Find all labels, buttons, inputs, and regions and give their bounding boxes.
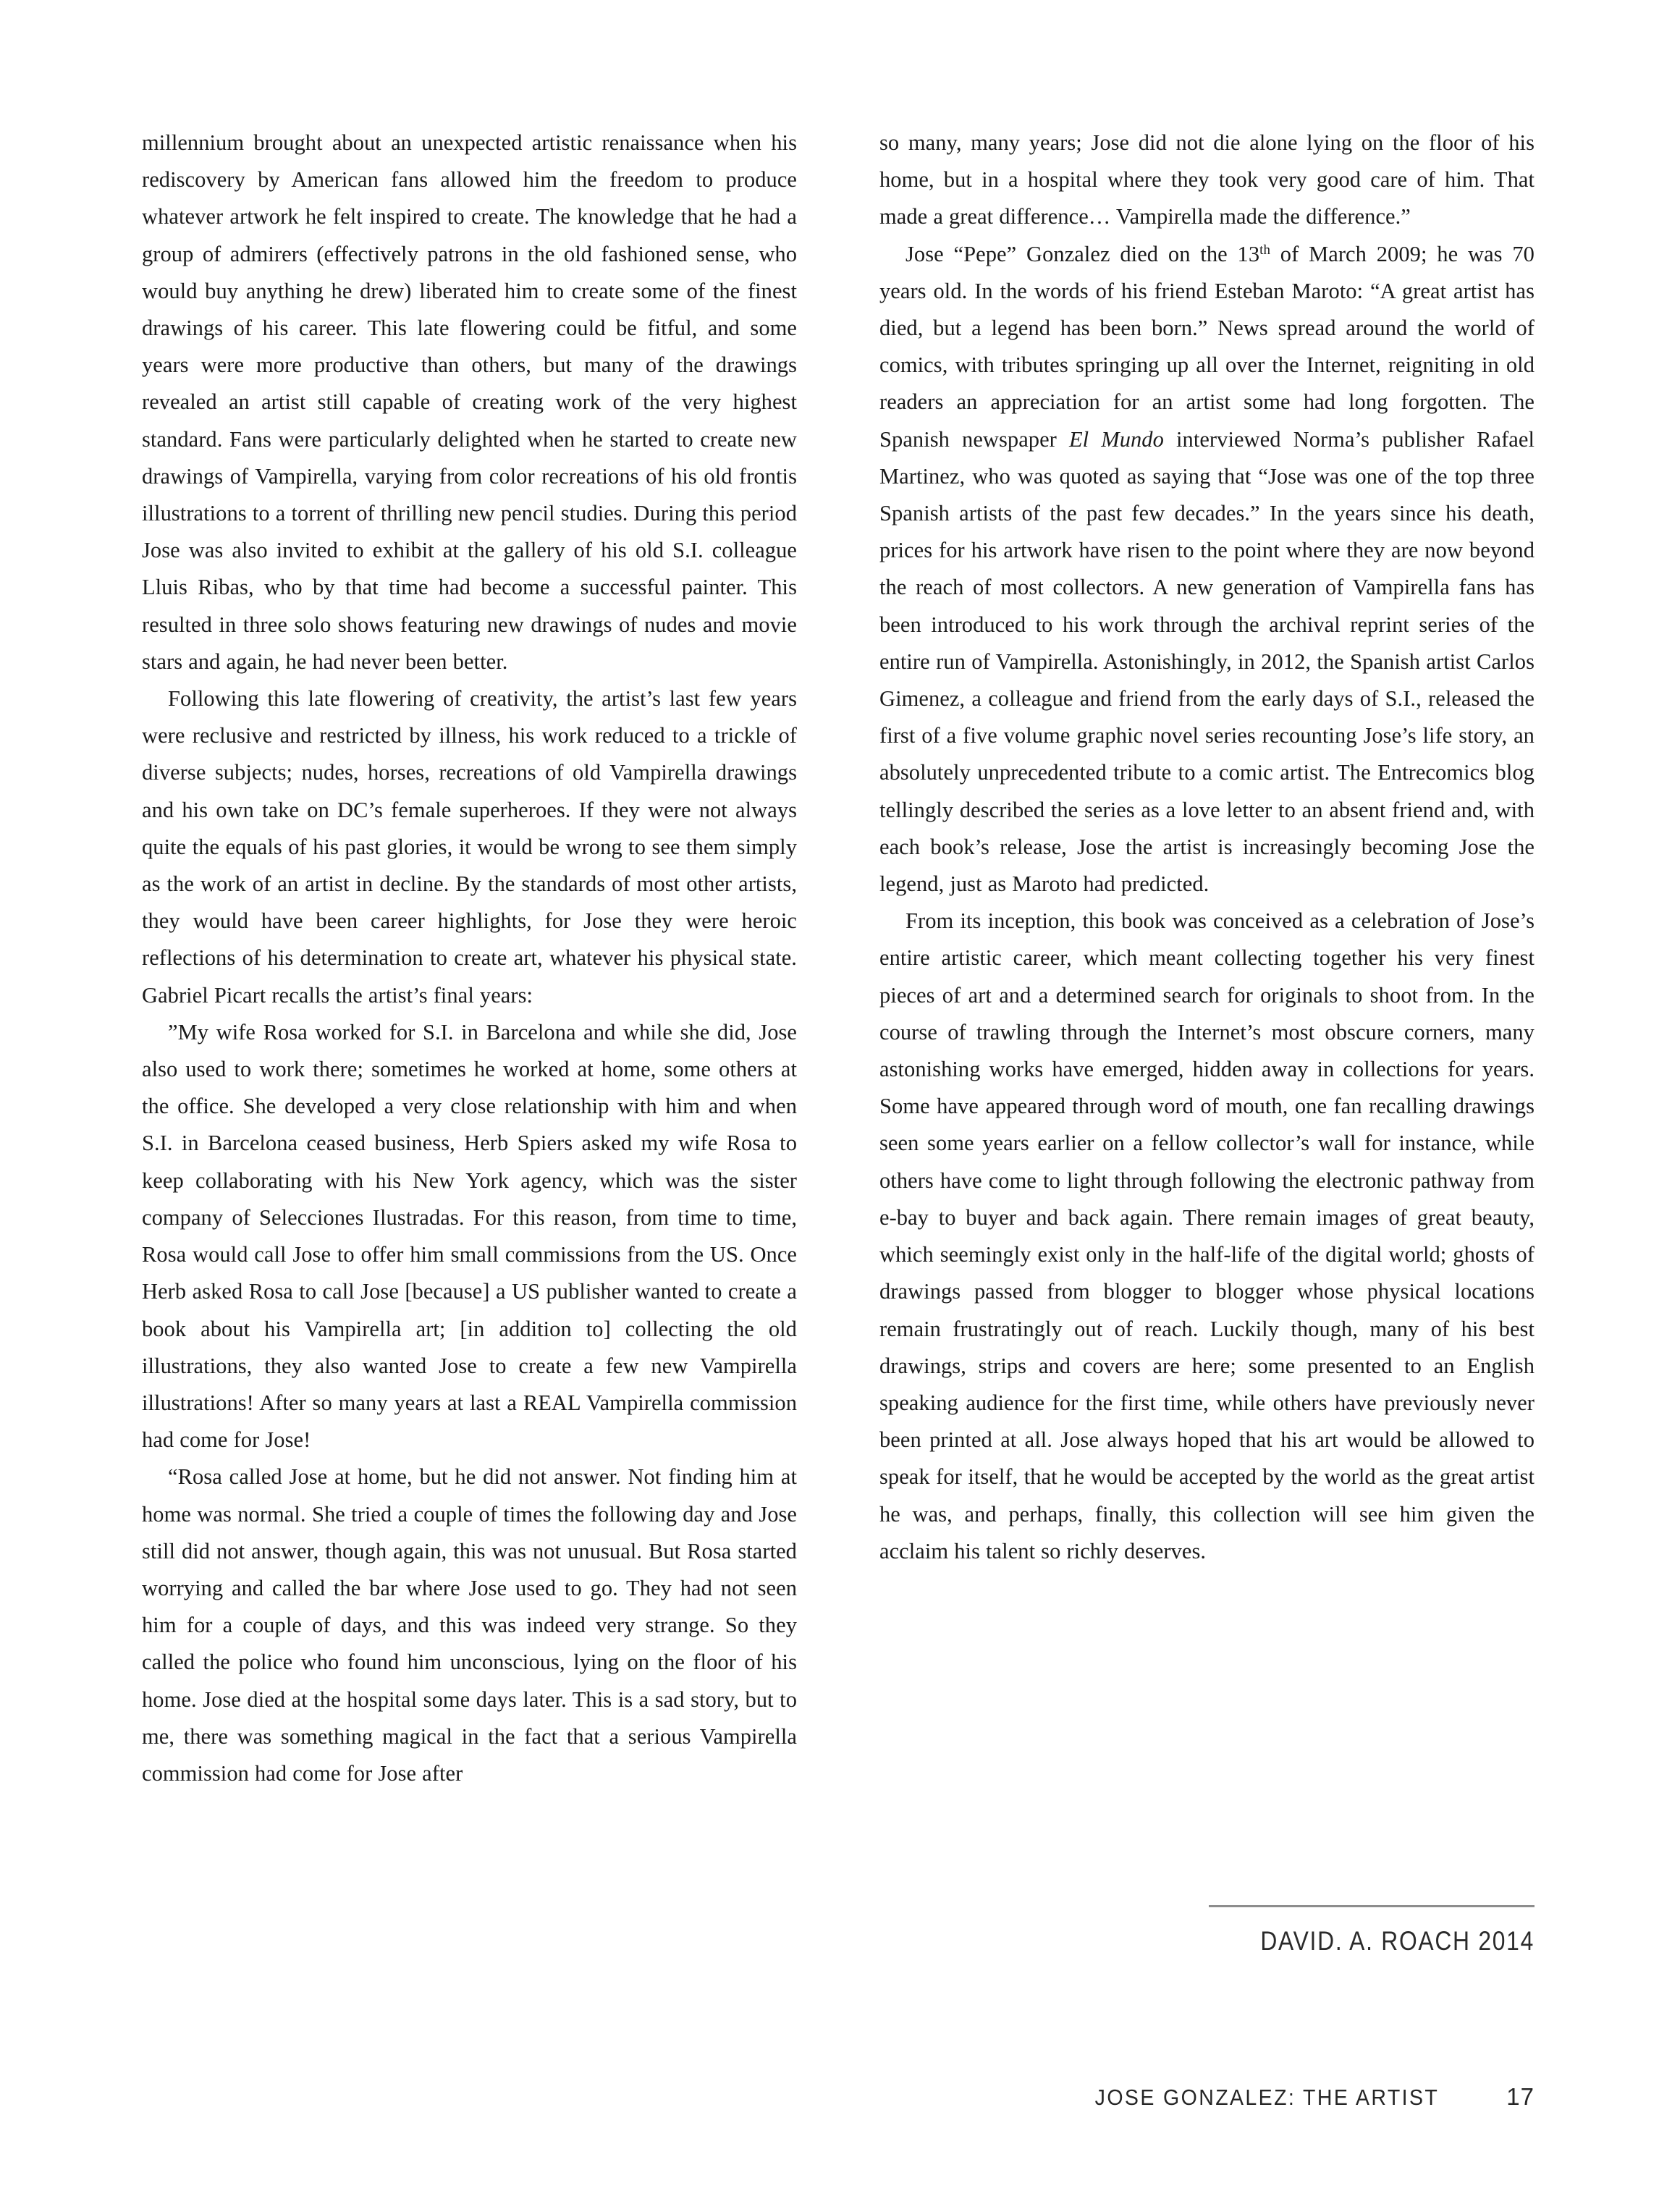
author-signature: DAVID. A. ROACH 2014 (1260, 1926, 1535, 1956)
italic-title: El Mundo (1068, 426, 1164, 452)
signature-divider-rule (1209, 1905, 1535, 1907)
paragraph: millennium brought about an unexpected artistic renaissance when his rediscovery by American fans allowed him the freedom to produce whatever artwork he felt inspired to create. The knowledge that he had a group of admirers (effectively patrons in the old fashioned sense, who would buy anything he drew) liberated him to create some of the finest drawings of his career. This late flowering could be fitful, and some years were more productive than others, but many of the drawings revealed an artist still capable of creating work of the very highest standard. Fans were particularly delighted when he started to create new drawings of Vampirella, varying from color recreations of his old frontis illustrations to a torrent of thrilling new pencil studies. During this period Jose was also invited to exhibit at the gallery of his old S.I. colleague Lluis Ribas, who by that time had become a successful painter. This resulted in three solo shows featuring new drawings of nudes and movie stars and again, he had never been better. (142, 130, 797, 674)
right-text-column (879, 124, 1535, 1570)
running-footer (0, 2083, 1535, 2111)
paragraph-rich: Jose “Pepe” Gonzalez died on the 13th of March 2009; he was 70 years old. In the words of his friend Esteban Maroto: “A great artist has died, but a legend has been born.” News spread around the world of comics, with tributes springing up all over the Internet, reigniting in old readers an appreciation for an artist some had long forgotten. The Spanish newspaper El Mundo interviewed Norma’s publisher Rafael Martinez, who was quoted as saying that “Jose was one of the top three Spanish artists of the past few decades.” In the years since his death, prices for his artwork have risen to the point where they are now beyond the reach of most collectors. A new generation of Vampirella fans has been introduced to his work through the archival reprint series of the entire run of Vampirella. Astonishingly, in 2012, the Spanish artist Carlos Gimenez, a colleague and friend from the early days of S.I., released the first of a five volume graphic novel series recounting Jose’s life story, an absolutely unprecedented tribute to a comic artist. The Entrecomics blog tellingly described the series as a love letter to an absent friend and, with each book’s release, Jose the artist is increasingly becoming Jose the legend, just as Maroto had predicted. (879, 241, 1535, 897)
paragraph: ”My wife Rosa worked for S.I. in Barcelona and while she did, Jose also used to work there; sometimes he worked at home, some others at the office. She developed a very close relationship with him and when S.I. in Barcelona ceased business, Herb Spiers asked my wife Rosa to keep collaborating with his New York agency, which was the sister company of Selecciones Ilustradas. For this reason, from time to time, Rosa would call Jose to offer him small commissions from the US. Once Herb asked Rosa to call Jose [because] a US publisher wanted to create a book about his Vampirella art; [in addition to] collecting the old illustrations, they also wanted Jose to create a few new Vampirella illustrations! After so many years at last a REAL Vampirella commission had come for Jose! (142, 1019, 797, 1453)
paragraph: so many, many years; Jose did not die alone lying on the floor of his home, but in a hospital where they took very good care of him. That made a great difference… Vampirella made the difference.” (879, 130, 1535, 229)
two-column-text-body (142, 124, 1535, 2064)
paragraph: Following this late flowering of creativity, the artist’s last few years were reclusive and restricted by illness, his work reduced to a trickle of diverse subjects; nudes, horses, recreations of old Vampirella drawings and his own take on DC’s female superheroes. If they were not always quite the equals of his past glories, it would be wrong to see them simply as the work of an artist in decline. By the standards of most other artists, they would have been career highlights, for Jose they were heroic reflections of his determination to create art, whatever his physical state. Gabriel Picart recalls the artist’s final years: (142, 686, 797, 1008)
footer-running-title: JOSE GONZALEZ: THE ARTIST (1095, 2085, 1440, 2110)
left-text-column (142, 124, 797, 1792)
ordinal-superscript: th (1259, 242, 1270, 258)
author-signature-block (982, 1905, 1535, 1956)
paragraph: From its inception, this book was conceived as a celebration of Jose’s entire artistic career, which meant collecting together his very finest pieces of art and a determined search for originals to shoot from. In the course of trawling through the Internet’s most obscure corners, many astonishing works have emerged, hidden away in collections for years. Some have appeared through word of mouth, one fan recalling drawings seen some years earlier on a fellow collector’s wall for instance, while others have come to light through following the electronic pathway from e-bay to buyer and back again. There remain images of great beauty, which seemingly exist only in the half-life of the digital world; ghosts of drawings passed from blogger to blogger whose physical locations remain frustratingly out of reach. Luckily though, many of his best drawings, strips and covers are here; some presented to an English speaking audience for the first time, while others have previously never been printed at all. Jose always hoped that his art would be allowed to speak for itself, that he would be accepted by the world as the great artist he was, and perhaps, finally, this collection will see him given the acclaim his talent so richly deserves. (879, 908, 1535, 1563)
page-number: 17 (1506, 2083, 1535, 2110)
paragraph: “Rosa called Jose at home, but he did not answer. Not finding him at home was normal. She tried a couple of times the following day and Jose still did not answer, though again, this was not unusual. But Rosa started worrying and called the bar where Jose used to go. They had not seen him for a couple of days, and this was indeed very strange. So they called the police who found him unconscious, lying on the floor of his home. Jose died at the hospital some days later. This is a sad story, but to me, there was something magical in the fact that a serious Vampirella commission had come for Jose after (142, 1464, 797, 1786)
